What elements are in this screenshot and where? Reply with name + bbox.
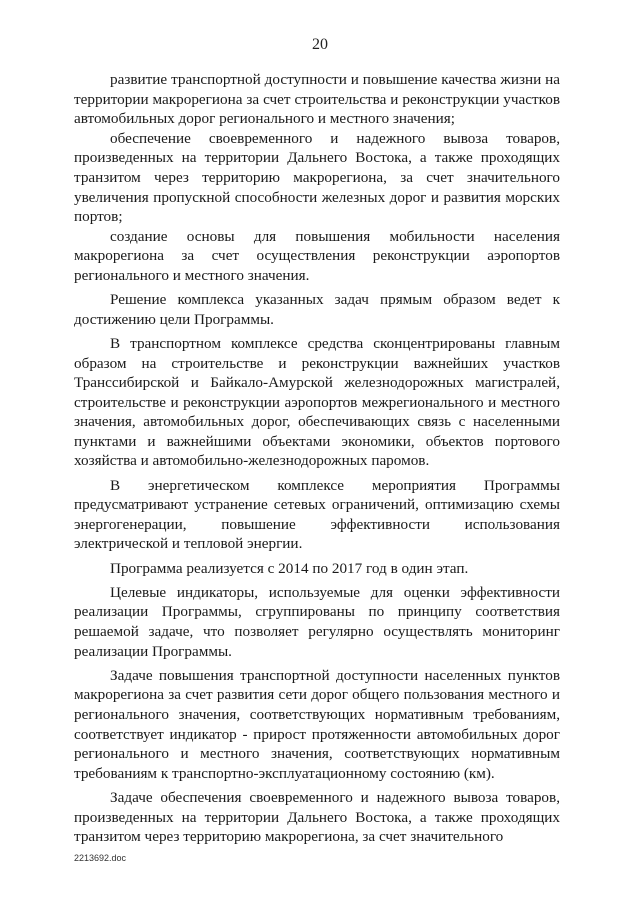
paragraph-energy-complex: В энергетическом комплексе мероприятия Программы предусматривают устранение сетевых ограничений, оптимизацию схемы энергогенерации, повышение эффективности использования электрической и тепловой энергии. (74, 476, 560, 553)
paragraph-mobility: создание основы для повышения мобильности населения макрорегиона за счет осуществления реконструкции аэропортов регионального и местного значения. (74, 227, 560, 284)
page-number: 20 (312, 36, 328, 53)
paragraph-transport-accessibility: развитие транспортной доступности и повышение качества жизни на территории макрорегиона за счет строительства и реконструкции участков автомобильных дорог регионального и местного значения; (74, 71, 560, 128)
paragraph-target-indicators: Целевые индикаторы, используемые для оценки эффективности реализации Программы, сгруппированы по принципу соответствия решаемой задаче, что позволяет регулярно осуществлять мониторинг реализации Программы. (74, 583, 560, 660)
paragraph-cargo-indicator: Задаче обеспечения своевременного и надежного вывоза товаров, произведенных на территории Дальнего Востока, а также проходящих транзитом через территорию макрорегиона, за счет значительного (74, 788, 560, 846)
document-body (74, 70, 560, 851)
paragraph-program-period: Программа реализуется с 2014 по 2017 год в один этап. (110, 559, 469, 577)
paragraph-transport-complex: В транспортном комплексе средства сконцентрированы главным образом на строительстве и реконструкции важнейших участков Транссибирской и Байкало-Амурской железнодорожных магистралей, строительстве и реконструкции аэропортов межрегионального и местного значения, автомобильных дорог, обеспечивающих связь с населенными пунктами и важнейшими объектами экономики, объектов портового хозяйства и автомобильно-железнодорожных паромов. (74, 334, 560, 470)
footer-document-code: 2213692.doc (74, 853, 127, 863)
paragraph-cargo-export: обеспечение своевременного и надежного вывоза товаров, произведенных на территории Дальнего Востока, а также проходящих транзитом через территорию макрорегиона, за счет значительного увеличения пропускной способности железных дорог и развития морских портов; (74, 129, 560, 226)
paragraph-goal-achievement: Решение комплекса указанных задач прямым образом ведет к достижению цели Программы. (74, 291, 560, 328)
paragraph-road-indicator: Задаче повышения транспортной доступности населенных пунктов макрорегиона за счет развития сети дорог общего пользования местного и регионального значения, соответствующих нормативным требованиям, соответствует индикатор - прирост протяженности автомобильных дорог регионального и местного значения, соответствующих нормативным требованиям к транспортно-эксплуатационному состоянию (км). (74, 666, 560, 782)
